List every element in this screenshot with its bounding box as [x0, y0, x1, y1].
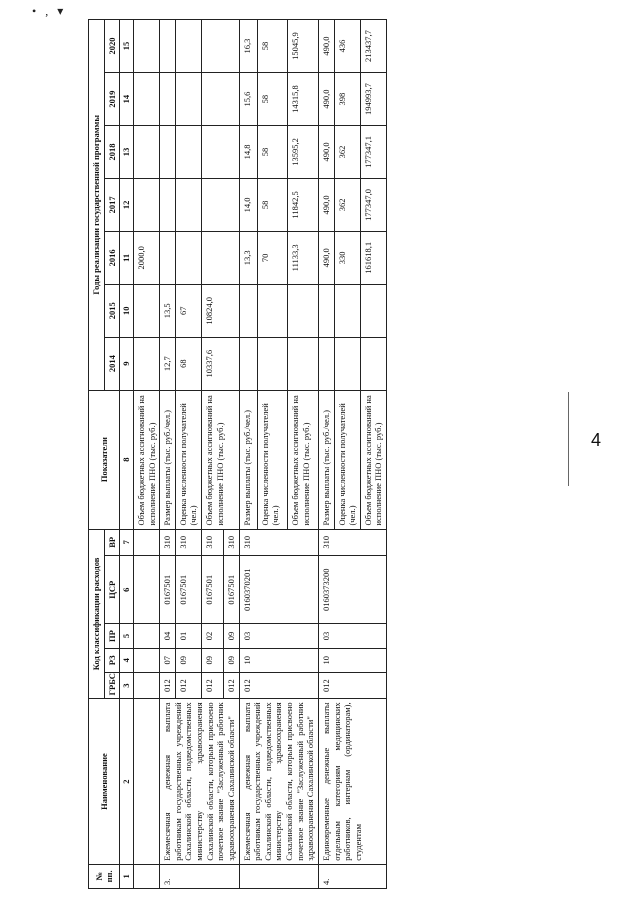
- value-cell: 14315,8: [288, 73, 319, 126]
- value-cell: 490,0: [318, 126, 334, 179]
- value-cell: 436: [334, 20, 360, 73]
- column-index: 14: [120, 73, 134, 126]
- header-vr: ВР: [104, 529, 120, 556]
- indicator-cell: Размер выплаты (тыс. руб./чел.): [160, 390, 176, 529]
- vr-cell: 310: [160, 529, 176, 556]
- header-no: № пп.: [89, 864, 120, 888]
- value-cell: 58: [257, 178, 288, 231]
- table-row: [133, 20, 159, 889]
- value-cell: 13,5: [160, 284, 176, 337]
- header-year-2015: 2015: [104, 284, 120, 337]
- value-cell: 213437,7: [360, 20, 386, 73]
- row-name: Единовременные денежные выплаты отдельным категориям медицинских работников, интернам (ординаторам), студентам: [318, 699, 386, 864]
- vr-cell: 310: [239, 529, 318, 556]
- header-code-group: Код классификации расходов: [89, 529, 105, 699]
- rz-cell: 09: [175, 648, 201, 672]
- value-cell: 10824,0: [202, 284, 240, 337]
- column-index: 1: [120, 864, 134, 888]
- csr-cell: 0167501: [160, 556, 176, 624]
- value-cell: 58: [257, 126, 288, 179]
- value-cell: 13595,2: [288, 126, 319, 179]
- value-cell: 177347,0: [360, 178, 386, 231]
- value-cell: 490,0: [318, 73, 334, 126]
- column-index: 12: [120, 178, 134, 231]
- value-cell: 161618,1: [360, 231, 386, 284]
- value-cell: 15,6: [239, 73, 257, 126]
- value-cell: 58: [257, 20, 288, 73]
- column-index: 8: [120, 390, 134, 529]
- value-cell: 2000,0: [133, 231, 159, 284]
- value-cell: 14,0: [239, 178, 257, 231]
- csr-cell: 0160370201: [239, 556, 318, 624]
- indicator-cell: Объем бюджетных ассигнований на исполнение ПНО (тыс. руб.): [133, 390, 159, 529]
- grbs-cell: 012: [175, 672, 201, 698]
- csr-cell: 0167501: [223, 556, 239, 624]
- indicator-cell: Оценка численности получателей (чел.): [257, 390, 288, 529]
- rz-cell: 07: [160, 648, 176, 672]
- value-cell: 67: [175, 284, 201, 337]
- column-index: 7: [120, 529, 134, 556]
- value-cell: 362: [334, 126, 360, 179]
- value-cell: 10337,6: [202, 337, 240, 390]
- vr-cell: 310: [202, 529, 224, 556]
- header-rz: РЗ: [104, 648, 120, 672]
- value-cell: 68: [175, 337, 201, 390]
- header-csr: ЦСР: [104, 556, 120, 624]
- csr-cell: 0167501: [202, 556, 224, 624]
- column-index: 6: [120, 556, 134, 624]
- header-name: Наименование: [89, 699, 120, 864]
- indicator-cell: Оценка численности получателей (чел.): [334, 390, 360, 529]
- column-index: 4: [120, 648, 134, 672]
- value-cell: 362: [334, 178, 360, 231]
- column-index: 10: [120, 284, 134, 337]
- header-year-2014: 2014: [104, 337, 120, 390]
- header-year-2017: 2017: [104, 178, 120, 231]
- indicator-cell: Объем бюджетных ассигнований на исполнение ПНО (тыс. руб.): [202, 390, 240, 529]
- rz-cell: 09: [202, 648, 224, 672]
- scan-marks: • , ▾: [32, 4, 67, 18]
- value-cell: 16,3: [239, 20, 257, 73]
- value-cell: 11842,5: [288, 178, 319, 231]
- value-cell: 70: [257, 231, 288, 284]
- value-cell: 58: [257, 73, 288, 126]
- value-cell: 14,8: [239, 126, 257, 179]
- pr-cell: 02: [202, 624, 224, 648]
- value-cell: 177347,1: [360, 126, 386, 179]
- header-year-2016: 2016: [104, 231, 120, 284]
- page-number: 4: [591, 430, 602, 450]
- rz-cell: 10: [318, 648, 386, 672]
- column-index: 13: [120, 126, 134, 179]
- table-row: [318, 20, 334, 889]
- table-row: [160, 20, 176, 889]
- indicator-cell: Оценка численности получателей (чел.): [175, 390, 201, 529]
- value-cell: 15045,9: [288, 20, 319, 73]
- row-number: 4.: [318, 864, 386, 888]
- value-cell: 11133,3: [288, 231, 319, 284]
- table-row: [239, 20, 257, 889]
- column-index: 5: [120, 624, 134, 648]
- header-grbs: ГРБС: [104, 672, 120, 698]
- pr-cell: 01: [175, 624, 201, 648]
- indicator-cell: Размер выплаты (тыс. руб./чел.): [239, 390, 257, 529]
- grbs-cell: 012: [202, 672, 224, 698]
- grbs-cell: 012: [239, 672, 318, 698]
- vr-cell: 310: [318, 529, 386, 556]
- indicator-cell: Объем бюджетных ассигнований на исполнение ПНО (тыс. руб.): [360, 390, 386, 529]
- vr-cell: 310: [223, 529, 239, 556]
- pr-cell: 04: [160, 624, 176, 648]
- value-cell: 490,0: [318, 231, 334, 284]
- header-year-2020: 2020: [104, 20, 120, 73]
- column-index: 3: [120, 672, 134, 698]
- vr-cell: 310: [175, 529, 201, 556]
- pr-cell: 03: [318, 624, 386, 648]
- pr-cell: 03: [239, 624, 318, 648]
- column-index: 9: [120, 337, 134, 390]
- header-pr: ПР: [104, 624, 120, 648]
- csr-cell: 0160373200: [318, 556, 386, 624]
- value-cell: 398: [334, 73, 360, 126]
- grbs-cell: 012: [223, 672, 239, 698]
- value-cell: 194993,7: [360, 73, 386, 126]
- column-index-row: [120, 20, 134, 889]
- csr-cell: 0167501: [175, 556, 201, 624]
- value-cell: 330: [334, 231, 360, 284]
- column-index: 15: [120, 20, 134, 73]
- row-name: Ежемесячная денежная выплата работникам государственных учреждений Сахалинской области, подведомственных министерству здравоохранения Сахалинской области, которым присвоено почетное звание "Заслуженный работник здравоохранения Сахалинской области": [160, 699, 239, 864]
- row-number: 3.: [160, 864, 239, 888]
- program-table: [88, 19, 387, 889]
- row-name: Ежемесячная денежная выплата работникам государственных учреждений Сахалинской области, подведомственных министерству здравоохранения Сахалинской области, которым присвоено почетное звание "Заслуженный работник здравоохранения Сахалинской области": [239, 699, 318, 864]
- indicator-cell: Размер выплаты (тыс. руб./чел.): [318, 390, 334, 529]
- header-years-group: Годы реализации государственной программы: [89, 20, 105, 391]
- column-index: 11: [120, 231, 134, 284]
- rz-cell: 09: [223, 648, 239, 672]
- header-indicators: Показатели: [89, 390, 120, 529]
- pr-cell: 09: [223, 624, 239, 648]
- value-cell: 13,3: [239, 231, 257, 284]
- value-cell: 490,0: [318, 20, 334, 73]
- header-year-2018: 2018: [104, 126, 120, 179]
- rz-cell: 10: [239, 648, 318, 672]
- header-year-2019: 2019: [104, 73, 120, 126]
- grbs-cell: 012: [318, 672, 386, 698]
- value-cell: 490,0: [318, 178, 334, 231]
- grbs-cell: 012: [160, 672, 176, 698]
- column-index: 2: [120, 699, 134, 864]
- value-cell: 12,7: [160, 337, 176, 390]
- indicator-cell: Объем бюджетных ассигнований на исполнение ПНО (тыс. руб.): [288, 390, 319, 529]
